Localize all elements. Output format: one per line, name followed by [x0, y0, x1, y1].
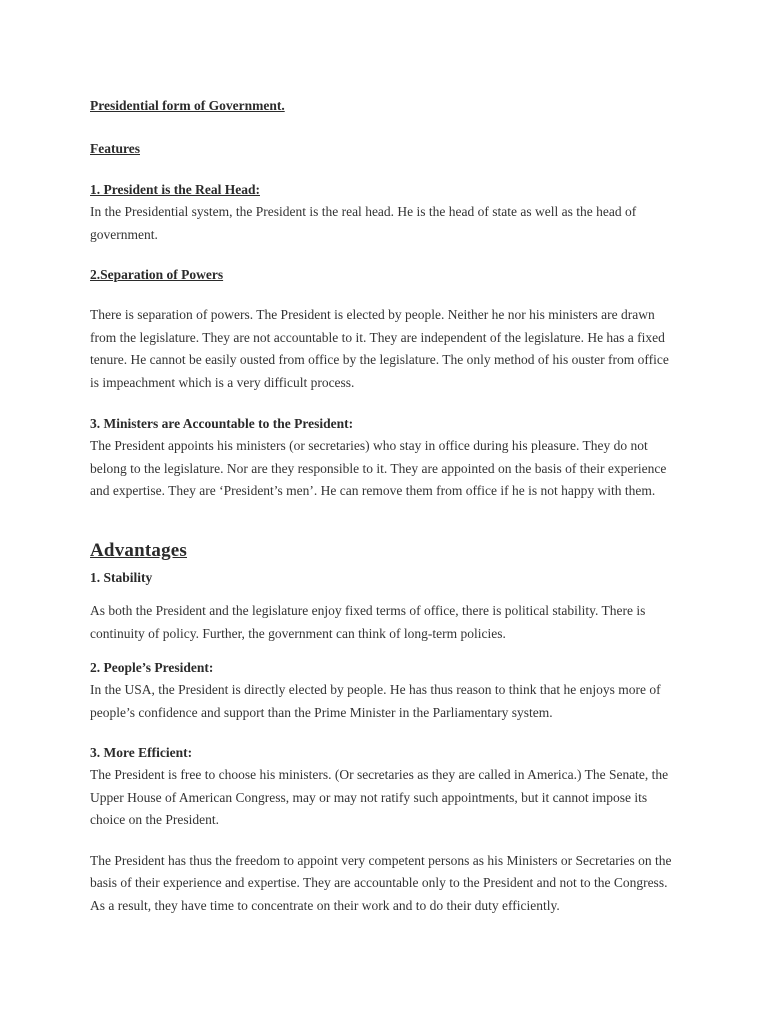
advantage-1-body: As both the President and the legislature enjoy fixed terms of office, there is political stability. There is continuity of policy. Further, the government can think of long-term policies.: [90, 603, 646, 641]
advantage-3-body: The President is free to choose his ministers. (Or secretaries as they are called in America.) The Senate, the Upper House of American Congress, may or may not ratify such appointments, but it cannot impose its choice on the President.: [90, 767, 669, 827]
feature-1-body: In the Presidential system, the President is the real head. He is the head of state as well as the head of government.: [90, 204, 637, 242]
advantage-2: [90, 659, 680, 724]
advantages-heading: Advantages: [90, 540, 188, 561]
feature-3: [90, 415, 680, 503]
advantage-1: [90, 569, 680, 645]
document-title: Presidential form of Government.: [90, 98, 285, 113]
features-section: [90, 140, 680, 158]
advantage-3-heading: 3. More Efficient:: [90, 745, 193, 760]
advantages-section: [90, 540, 680, 562]
feature-1-heading: 1. President is the Real Head:: [90, 182, 260, 197]
feature-3-heading: 3. Ministers are Accountable to the President:: [90, 416, 354, 431]
advantage-3-body-2: The President has thus the freedom to appoint very competent persons as his Ministers or Secretaries on the basis of their experience and expertise. They are accountable only to the President and not to the Congress. As a result, they have time to concentrate on their work and to do their duty efficiently.: [90, 852, 672, 913]
feature-1: [90, 181, 680, 246]
feature-2-heading: 2.Separation of Powers: [90, 267, 224, 282]
feature-3-body: The President appoints his ministers (or secretaries) who stay in office during his pleasure. They do not belong to the legislature. Nor are they responsible to it. They are appointed on the basis of their experience and expertise. They are ‘President’s men’. He can remove them from office if he is not happy with them.: [90, 438, 667, 498]
advantage-1-heading: 1. Stability: [90, 570, 153, 585]
features-heading: Features: [90, 141, 140, 156]
advantage-2-heading: 2. People’s President:: [90, 660, 214, 675]
feature-2-body: There is separation of powers. The President is elected by people. Neither he nor his ministers are drawn from the legislature. They are not accountable to it. They are independent of the legislature. He has a fixed tenure. He cannot be easily ousted from office by the legislature. The only method of his ouster from office is impeachment which is a very difficult process.: [90, 307, 669, 390]
advantage-2-body: In the USA, the President is directly elected by people. He has thus reason to think that he enjoys more of people’s confidence and support than the Prime Minister in the Parliamentary system.: [90, 682, 661, 720]
feature-2: [90, 266, 680, 394]
advantage-3: [90, 744, 680, 917]
